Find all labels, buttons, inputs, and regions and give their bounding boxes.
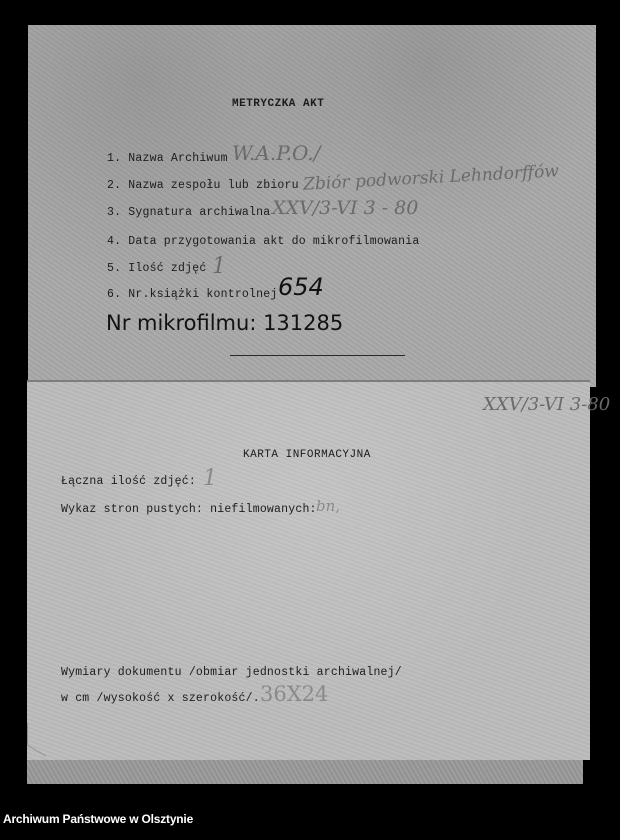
field-signature-value: XXV/3-VI 3 - 80 [272, 197, 419, 219]
card-corner-signature: XXV/3-VI 3-80 [483, 394, 611, 415]
blank-pages-value: bn, [316, 497, 341, 515]
signature-line [230, 355, 405, 356]
dimensions-label-2: w cm /wysokość x szerokość/. [61, 692, 260, 705]
total-photos-label: Łączna ilość zdjęć: [61, 475, 196, 488]
field-archive-name-label: 1. Nazwa Archiwum [107, 152, 228, 165]
field-photo-count-label: 5. Ilość zdjęć [107, 262, 207, 275]
metryczka-title: METRYCZKA AKT [232, 98, 325, 110]
total-photos-value: 1 [203, 466, 217, 491]
field-signature-label: 3. Sygnatura archiwalna [107, 206, 271, 219]
field-photo-count-value: 1 [212, 254, 226, 279]
dimensions-value: 36X24 [260, 682, 329, 706]
microfilm-number: Nr mikrofilmu: 131285 [106, 311, 344, 335]
field-collection-name-label: 2. Nazwa zespołu lub zbioru [107, 179, 299, 192]
field-control-book-value: 654 [278, 273, 324, 301]
dimensions-label-1: Wymiary dokumentu /obmiar jednostki archiwalnej/ [61, 666, 402, 679]
field-control-book-label: 6. Nr.książki kontrolnej [107, 288, 278, 301]
field-archive-name-value: W.A.P.O./ [232, 141, 321, 165]
blank-pages-label: Wykaz stron pustych: niefilmowanych: [61, 503, 317, 516]
karta-title: KARTA INFORMACYJNA [243, 449, 371, 461]
institution-footer: Archiwum Państwowe w Olsztynie [3, 812, 194, 826]
field-prep-date-label: 4. Data przygotowania akt do mikrofilmowania [107, 235, 420, 248]
field-collection-name-value: Zbiór podworski Lehndorffów [302, 161, 560, 195]
